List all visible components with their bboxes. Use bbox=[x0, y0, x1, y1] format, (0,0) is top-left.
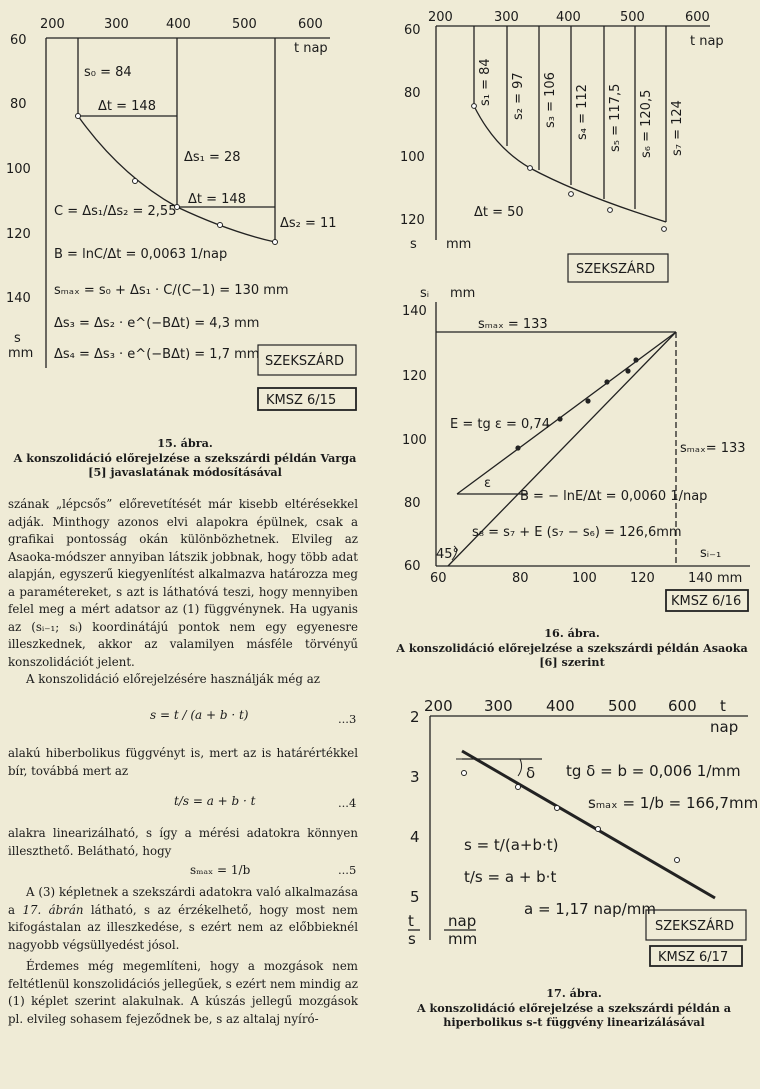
fig16b-x-tick: 140 mm bbox=[688, 571, 743, 586]
fig15-y-tick: 80 bbox=[10, 97, 27, 112]
fig16a-s-label: s₆ = 120,5 bbox=[639, 89, 654, 158]
fig17-x-tick: 300 bbox=[484, 697, 513, 715]
fig17-y-label-nap: nap bbox=[448, 912, 477, 930]
fig15-ann-dt1: Δt = 148 bbox=[98, 99, 156, 114]
fig16b-point bbox=[585, 398, 590, 403]
body-text-1 bbox=[8, 496, 358, 689]
text-span: A (3) képletnek a szekszárdi adatokra való alkalmazása a bbox=[8, 885, 358, 917]
fig16b-x-label: sᵢ₋₁ bbox=[700, 546, 722, 561]
equation-4 bbox=[174, 794, 256, 808]
fig15-caption-text: A konszolidáció előrejelzése a szekszárdi példán Varga [5] javaslatának módosításával bbox=[13, 450, 357, 479]
body-text-2 bbox=[8, 745, 358, 780]
fig15-point bbox=[273, 240, 278, 245]
fig17-x-tick: 500 bbox=[608, 697, 637, 715]
fig15-x-unit: t nap bbox=[294, 41, 328, 56]
fig16a-x-unit: t nap bbox=[690, 34, 724, 49]
fig17-y-tick: 5 bbox=[410, 888, 420, 906]
fig15-eq-smax: sₘₐₓ = s₀ + Δs₁ · C/(C−1) = 130 mm bbox=[54, 283, 289, 298]
fig17-y-tick: 4 bbox=[410, 828, 420, 846]
fig16-caption-no: 16. ábra. bbox=[544, 626, 600, 640]
fig16a-point bbox=[662, 227, 667, 232]
fig16b-s8-label: s₈ = s₇ + E (s₇ − s₆) = 126,6mm bbox=[472, 525, 682, 540]
text-span: látható, s az érzékelhető, hogy most nem kifogástalan az illeszkedése, s ezért nem az előbbieknél nagyobb végsüllyedést jósol. bbox=[8, 902, 358, 952]
figure-17 bbox=[380, 690, 760, 980]
fig16a-y-tick: 80 bbox=[404, 86, 421, 101]
fig17-x-unit-nap: nap bbox=[710, 718, 739, 736]
equation-text: t/s = a + b · t bbox=[174, 794, 256, 808]
fig16b-x-tick: 120 bbox=[630, 571, 655, 586]
fig16b-y-label-si: sᵢ bbox=[420, 286, 430, 301]
fig16b-smax-right: sₘₐₓ= 133 bbox=[680, 441, 746, 456]
fig16a-y-unit-mm: mm bbox=[446, 237, 472, 252]
fig17-code: KMSZ 6/17 bbox=[658, 950, 729, 965]
fig15-x-tick: 400 bbox=[166, 17, 191, 32]
fig16a-s-label: s₃ = 106 bbox=[543, 72, 558, 128]
fig16a-s-label: s₅ = 117,5 bbox=[608, 83, 623, 152]
fig16b-y-tick: 140 bbox=[402, 304, 427, 319]
paragraph: szának „lépcsős” előrevetítését már kisebb eltérésekkel adják. Minthogy azonos elvi alapokra épülnek, csak a grafikai pontosság okán különbözhetnek. Elvileg az Asaoka-módszer annyiban látszik jobbnak, hogy több adat alapján, egyszerű kiegyenlítést alkalmazva határozza meg a paramétereket, s azt is láthatóvá teszi, hogy mennyiben felel meg a mért adatsor az (1) függvénynek. Ha ugyanis az (sᵢ₋₁; sᵢ) koordinátájú pontok nem egy egyenesre illeszkednek, akkor az valamilyen másféle törvényű konszolidációt jelent. bbox=[8, 497, 358, 669]
fig17-y-label-t: t bbox=[408, 912, 414, 930]
fig17-point bbox=[516, 785, 521, 790]
fig16a-y-unit-s: s bbox=[410, 237, 417, 252]
fig17-x-tick: 200 bbox=[424, 697, 453, 715]
body-text-3 bbox=[8, 825, 358, 860]
fig16b-code: KMSZ 6/16 bbox=[671, 594, 742, 609]
fig16a-x-tick: 500 bbox=[620, 10, 645, 25]
fig15-eq-ds3: Δs₃ = Δs₂ · e^(−BΔt) = 4,3 mm bbox=[54, 316, 260, 331]
fig16b-point bbox=[625, 368, 630, 373]
fig16a-location: SZEKSZÁRD bbox=[576, 262, 655, 277]
fig15-point bbox=[133, 179, 138, 184]
fig15-x-tick: 500 bbox=[232, 17, 257, 32]
fig17-y-label-s: s bbox=[408, 930, 416, 948]
paragraph: A konszolidáció előrejelzésére használják még az bbox=[26, 672, 320, 686]
fig17-caption bbox=[392, 986, 756, 1030]
fig16a-s-label: s₂ = 97 bbox=[511, 72, 526, 120]
fig15-y-tick: 100 bbox=[6, 162, 31, 177]
fig15-ann-s0: s₀ = 84 bbox=[84, 65, 132, 80]
fig15-point bbox=[76, 114, 81, 119]
fig17-caption-text: A konszolidáció előrejelzése a szekszárdi példán a hiperbolikus s-t függvény linearizálásával bbox=[416, 1000, 732, 1029]
fig16a-s-label: s₄ = 112 bbox=[575, 84, 590, 140]
fig17-x-tick: 600 bbox=[668, 697, 697, 715]
fig17-point bbox=[596, 827, 601, 832]
fig17-tgd: tg δ = b = 0,006 1/mm bbox=[566, 762, 741, 780]
fig16b-fit-line bbox=[457, 332, 676, 494]
fig15-point bbox=[218, 223, 223, 228]
fig16b-B-label: B = − lnE/Δt = 0,0060 1/nap bbox=[520, 489, 708, 504]
fig17-delta: δ bbox=[526, 764, 536, 782]
fig16b-eps: ε bbox=[484, 476, 492, 491]
fig17-point bbox=[675, 858, 680, 863]
fig15-code: KMSZ 6/15 bbox=[266, 393, 337, 408]
fig16a-x-tick: 600 bbox=[685, 10, 710, 25]
fig17-point bbox=[555, 806, 560, 811]
fig15-y-tick: 60 bbox=[10, 33, 27, 48]
fig15-ann-ds1: Δs₁ = 28 bbox=[184, 150, 241, 165]
fig17-point bbox=[462, 771, 467, 776]
fig16b-angle: 45° bbox=[436, 547, 460, 562]
body-text-4 bbox=[8, 884, 358, 1028]
fig16b-point bbox=[633, 357, 638, 362]
fig16a-dt-label: Δt = 50 bbox=[474, 205, 524, 220]
fig16b-y-tick: 100 bbox=[402, 433, 427, 448]
fig16b-y-tick: 60 bbox=[404, 559, 421, 574]
fig17-eq1: s = t/(a+b·t) bbox=[464, 836, 559, 854]
fig17-y-tick: 3 bbox=[410, 768, 420, 786]
fig15-y-unit-s: s bbox=[14, 331, 21, 346]
fig17-x-tick: 400 bbox=[546, 697, 575, 715]
equation-3 bbox=[150, 708, 248, 722]
equation-text: sₘₐₓ = 1/b bbox=[190, 863, 251, 877]
fig17-smax: sₘₐₓ = 1/b = 166,7mm bbox=[588, 794, 759, 812]
fig17-y-tick: 2 bbox=[410, 708, 420, 726]
fig15-x-tick: 200 bbox=[40, 17, 65, 32]
fig15-y-tick: 140 bbox=[6, 291, 31, 306]
fig16a-s-label: s₁ = 84 bbox=[478, 58, 493, 106]
fig15-y-tick: 120 bbox=[6, 227, 31, 242]
fig15-y-unit-mm: mm bbox=[8, 346, 34, 361]
fig17-a-val: a = 1,17 nap/mm bbox=[524, 900, 656, 918]
fig17-eq2: t/s = a + b·t bbox=[464, 868, 557, 886]
fig16b-y-label-mm: mm bbox=[450, 286, 476, 301]
fig15-x-tick: 600 bbox=[298, 17, 323, 32]
fig15-location: SZEKSZÁRD bbox=[265, 354, 344, 369]
fig16a-y-tick: 120 bbox=[400, 213, 425, 228]
paragraph: alakra linearizálható, s így a mérési adatokra könnyen illeszthető. Belátható, hogy bbox=[8, 826, 358, 858]
fig16a-y-tick: 100 bbox=[400, 150, 425, 165]
figure-16a bbox=[380, 0, 760, 290]
equation-text: s = t / (a + b · t) bbox=[150, 708, 249, 722]
fig16b-E-label: E = tg ε = 0,74 bbox=[450, 417, 550, 432]
equation-5 bbox=[190, 863, 250, 877]
fig16b-y-tick: 80 bbox=[404, 496, 421, 511]
fig15-ann-ds2: Δs₂ = 11 bbox=[280, 216, 337, 231]
fig16b-point bbox=[604, 379, 609, 384]
fig17-caption-no: 17. ábra. bbox=[546, 986, 602, 1000]
equation-4-number: ...4 bbox=[338, 796, 357, 810]
fig15-eq-C: C = Δs₁/Δs₂ = 2,55 bbox=[54, 204, 177, 219]
fig16a-x-tick: 400 bbox=[556, 10, 581, 25]
fig16-caption bbox=[392, 626, 752, 670]
fig16a-point bbox=[608, 208, 613, 213]
fig16b-x-tick: 100 bbox=[572, 571, 597, 586]
fig16a-s-label: s₇ = 124 bbox=[670, 100, 685, 156]
fig16a-x-tick: 300 bbox=[494, 10, 519, 25]
fig16a-y-tick: 60 bbox=[404, 23, 421, 38]
fig16b-smax-top: sₘₐₓ = 133 bbox=[478, 317, 548, 332]
fig16b-y-tick: 120 bbox=[402, 369, 427, 384]
figure-ref: 17. ábrán bbox=[22, 902, 84, 917]
figure-16b bbox=[380, 282, 760, 622]
fig15-x-tick: 300 bbox=[104, 17, 129, 32]
fig16b-x-tick: 60 bbox=[430, 571, 447, 586]
fig16a-point bbox=[472, 104, 477, 109]
fig15-eq-B: B = lnC/Δt = 0,0063 1/nap bbox=[54, 247, 228, 262]
fig15-caption bbox=[10, 436, 360, 480]
equation-3-number: ...3 bbox=[338, 712, 357, 726]
fig16-caption-text: A konszolidáció előrejelzése a szekszárdi példán Asaoka [6] szerint bbox=[396, 640, 748, 669]
fig17-location: SZEKSZÁRD bbox=[655, 919, 734, 934]
fig16b-point bbox=[557, 416, 562, 421]
equation-5-number: ...5 bbox=[338, 863, 357, 877]
paragraph: Érdemes még megemlíteni, hogy a mozgások nem feltétlenül konszolidációs jellegűek, s ezért nem mindig az (1) képlet szerint alakulnak. A kúszás jellegű mozgások pl. elvileg sohasem fejeződnek be, s az altalaj nyíró- bbox=[8, 959, 358, 1026]
fig17-y-label-mm: mm bbox=[448, 930, 478, 948]
fig16a-point bbox=[569, 192, 574, 197]
paragraph: alakú hiberbolikus függvényt is, mert az is határértékkel bír, továbbá mert az bbox=[8, 746, 358, 778]
fig17-x-unit-t: t bbox=[720, 697, 726, 715]
fig16a-point bbox=[528, 166, 533, 171]
fig16a-x-tick: 200 bbox=[428, 10, 453, 25]
fig15-eq-ds4: Δs₄ = Δs₃ · e^(−BΔt) = 1,7 mm bbox=[54, 347, 260, 362]
fig16b-point bbox=[515, 445, 520, 450]
fig15-ann-dt2: Δt = 148 bbox=[188, 192, 246, 207]
fig15-caption-no: 15. ábra. bbox=[157, 436, 213, 450]
fig16b-x-tick: 80 bbox=[512, 571, 529, 586]
figure-15 bbox=[0, 0, 370, 440]
paragraph bbox=[8, 884, 358, 954]
